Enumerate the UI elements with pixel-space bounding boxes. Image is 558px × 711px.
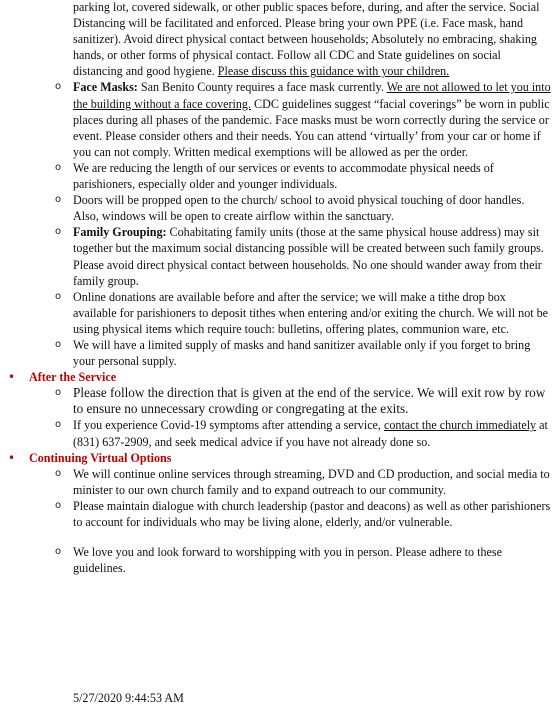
sub-bullet-marker: o bbox=[55, 338, 62, 350]
list-item: o We are reducing the length of our services or events to accommodate physical needs of parishioners, especially older and younger individuals. bbox=[55, 160, 494, 192]
section-heading-after-service bbox=[0, 369, 558, 385]
list-item: o Online donations are available before and after the service; we will make a tithe drop box available for parishioners to deposit tithes when entering and/or exiting the church. We will not be using physical items which require touch: bulletins, offering plates, communion ware, etc. bbox=[55, 289, 549, 336]
item-bold-label: Family Grouping: bbox=[73, 225, 167, 240]
sub-bullet-marker: o bbox=[55, 290, 62, 302]
print-timestamp: 5/27/2020 9:44:53 AM bbox=[73, 691, 184, 705]
sub-bullet-marker: o bbox=[55, 194, 62, 206]
list-item: o Please maintain dialogue with church leadership (pastor and deacons) as well as other parishioners to account for individuals who may be living alone, elderly, and/or vulnerable. bbox=[55, 498, 551, 529]
list-item: o Please follow the direction that is given at the end of the service. We will exit row by row to ensure no unnecessary crowding or congregating at the exits. bbox=[55, 385, 546, 417]
spacer bbox=[0, 530, 558, 544]
intro-text: parking lot, covered sidewalk, or other public spaces before, during, and after the service. Social Distancing will be facilitated and enforced. Please bring your own PPE (i.e. Face mask, hand sanitizer). Avoid direct physical contact between households; Absolutely no embracing, shaking hands, or other forms of physical contact. Follow all CDC and State guidelines on social distancing and good hygiene. bbox=[73, 0, 540, 79]
list-item: o Doors will be propped open to the church/ school to avoid physical touching of door handles. Also, windows will be open to create airflow within the sanctuary. bbox=[55, 193, 525, 224]
list-item-family-grouping: o Family Grouping: Cohabitating family units (those at the same physical house address) may sit together but the maximum social distancing possible will be created between such family groups. Please avoid direct physical contact between households. No one should wander away from their family group. bbox=[55, 225, 544, 288]
section-heading-virtual-options bbox=[0, 450, 558, 466]
item-bold-label: Face Masks: bbox=[73, 80, 138, 95]
list-item: o If you experience Covid-19 symptoms after attending a service, contact the church immediately at (831) 637-2909, and seek medical advice if you have not already done so. bbox=[55, 418, 548, 449]
sub-bullet-marker: o bbox=[55, 546, 62, 558]
sub-bullet-marker: o bbox=[55, 419, 62, 431]
section-title: Continuing Virtual Options bbox=[29, 450, 172, 465]
sub-bullet-marker: o bbox=[55, 467, 62, 479]
list-item: o We will continue online services through streaming, DVD and CD production, and social media to minister to our own church family and to expand outreach to our community. bbox=[55, 466, 550, 497]
intro-underlined-text: Please discuss this guidance with your children. bbox=[217, 64, 450, 79]
sub-bullet-marker: o bbox=[55, 226, 62, 238]
sub-bullet-marker: o bbox=[55, 81, 62, 93]
contact-church-underlined: contact the church immediately bbox=[383, 418, 537, 433]
section-title: After the Service bbox=[29, 370, 117, 385]
item-underlined-text: We are not allowed to let you into the building without a face covering. bbox=[73, 80, 551, 111]
intro-paragraph bbox=[73, 0, 551, 79]
list-item: o We love you and look forward to worshipping with you in person. Please adhere to these guidelines. bbox=[55, 545, 502, 576]
list-item-face-masks: o Face Masks: San Benito County requires a face mask currently. We are not allowed to let you into the building without a face covering. CDC guidelines suggest “facial coverings” be worn in public places during all phases of the pandemic. Face masks must be worn correctly during the service or event. Please consider others and their needs. You can attend ‘virtually’ from your car or home if you can not comply. Written medical exemptions will be allowed as per the order. bbox=[55, 80, 551, 159]
list-item: o We will have a limited supply of masks and hand sanitizer available only if you forget to bring your personal supply. bbox=[55, 337, 531, 369]
sub-bullet-marker: o bbox=[55, 161, 62, 173]
section-bullet-marker: • bbox=[8, 370, 16, 385]
sub-bullet-marker: o bbox=[55, 387, 62, 399]
section-bullet-marker: • bbox=[8, 450, 16, 465]
sub-bullet-marker: o bbox=[55, 499, 62, 511]
